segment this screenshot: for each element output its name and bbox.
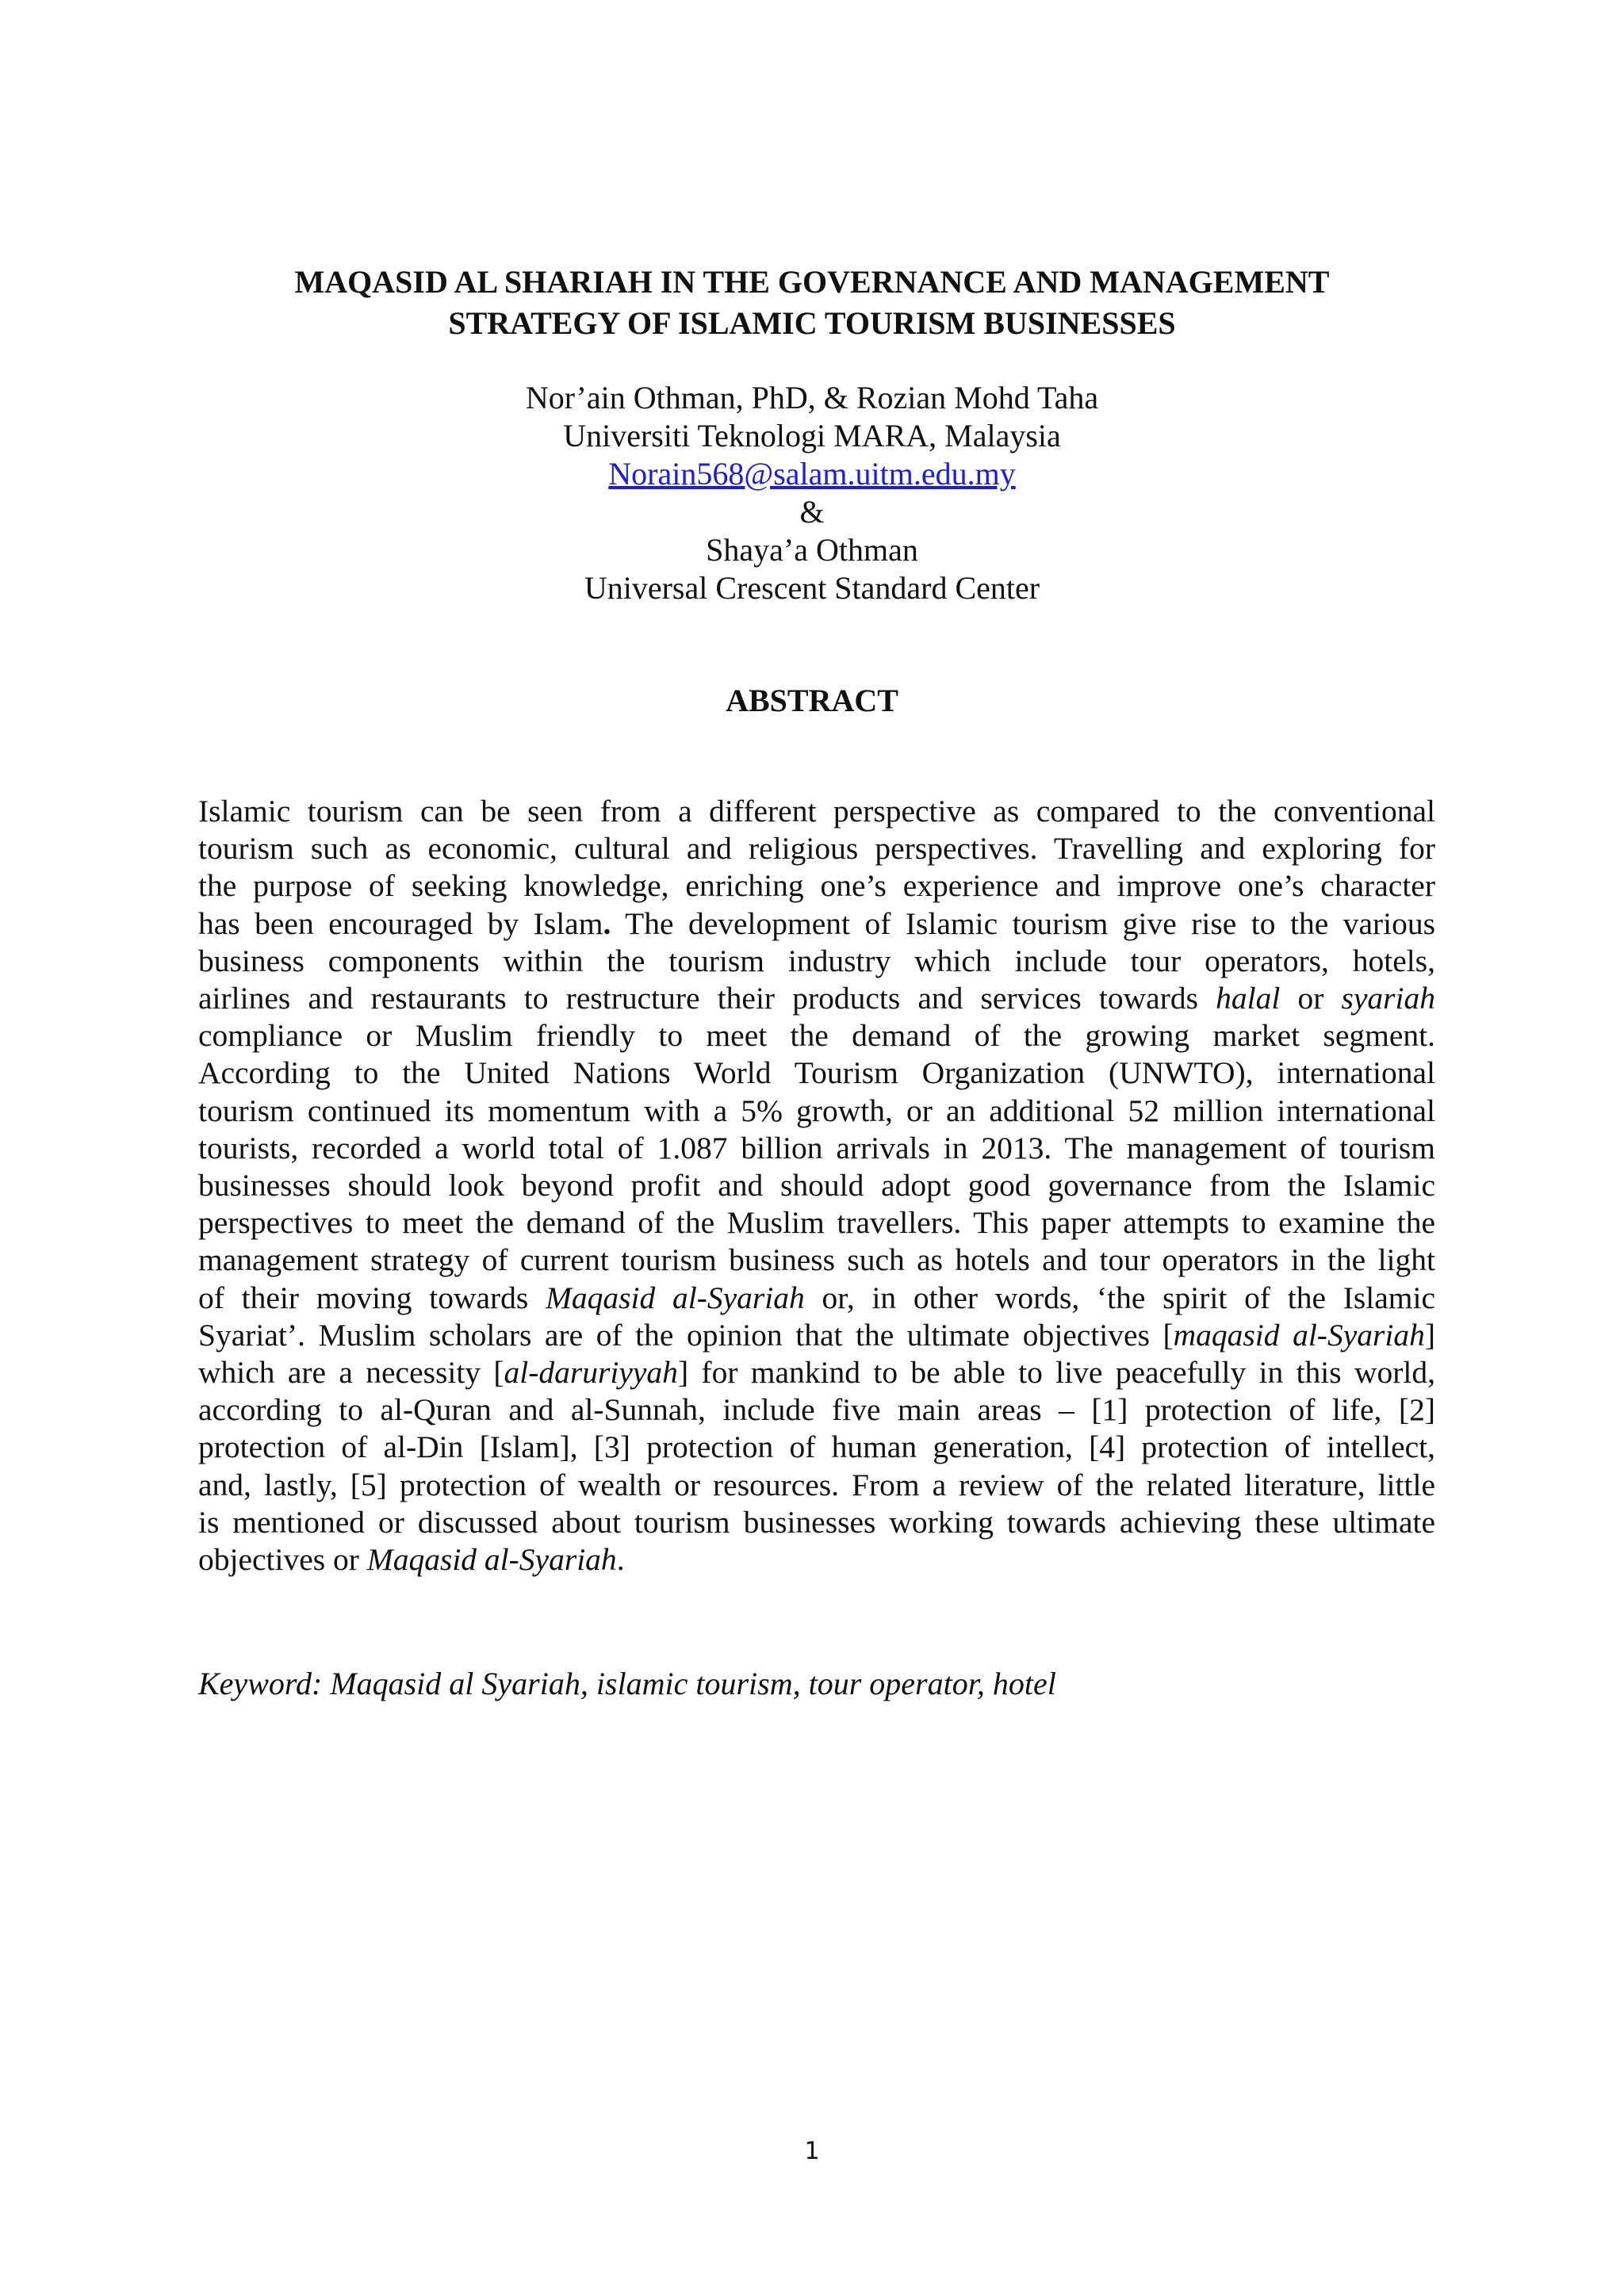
abstract-line xyxy=(198,1354,1435,1391)
abstract-text: objectives or xyxy=(198,1542,367,1578)
abstract-text: . xyxy=(616,1542,625,1578)
abstract-body xyxy=(198,793,1435,1578)
abstract-line: tourism such as economic, cultural and religious perspectives. Travelling and exploring for xyxy=(198,831,1435,867)
author-email-link[interactable]: Norain568@salam.uitm.edu.my xyxy=(608,456,1016,492)
paper-title xyxy=(198,262,1426,344)
abstract-italic-term: Maqasid al-Syariah xyxy=(546,1280,805,1315)
abstract-line: the purpose of seeking knowledge, enriching one’s experience and improve one’s character xyxy=(198,868,1435,904)
abstract-line xyxy=(198,1280,1435,1317)
title-line-1: MAQASID AL SHARIAH IN THE GOVERNANCE AND MANAGEMENT xyxy=(294,264,1330,300)
abstract-line: businesses should look beyond profit and should adopt good governance from the Islamic xyxy=(198,1168,1435,1203)
abstract-text: airlines and restaurants to restructure their products and services towards xyxy=(198,981,1216,1016)
author-names-2: Shaya’a Othman xyxy=(706,532,918,568)
keywords: Keyword: Maqasid al Syariah, islamic tourism, tour operator, hotel xyxy=(198,1666,1056,1701)
abstract-italic-term: halal xyxy=(1216,981,1281,1016)
abstract-line xyxy=(198,1317,1435,1354)
abstract-line: tourism continued its momentum with a 5% growth, or an additional 52 million international xyxy=(198,1093,1435,1128)
abstract-line: According to the United Nations World Tourism Organization (UNWTO), international xyxy=(198,1055,1435,1091)
page-number: 1 xyxy=(804,2137,820,2165)
abstract-line: tourists, recorded a world total of 1.087 billion arrivals in 2013. The management of tourism xyxy=(198,1130,1435,1165)
abstract-line: is mentioned or discussed about tourism businesses working towards achieving these ultimate xyxy=(198,1504,1435,1540)
abstract-line: perspectives to meet the demand of the Muslim travellers. This paper attempts to examine the xyxy=(198,1205,1435,1241)
abstract-text: or, in other words, ‘the spirit of the Islamic xyxy=(804,1280,1435,1315)
abstract-italic-term: al-daruriyyah xyxy=(504,1355,678,1391)
abstract-text: The development of Islamic tourism give rise to the various xyxy=(611,905,1435,941)
abstract-line: Islamic tourism can be seen from a different perspective as compared to the conventional xyxy=(198,794,1435,828)
abstract-line: business components within the tourism industry which include tour operators, hotels, xyxy=(198,943,1435,978)
abstract-text: ] for mankind to be able to live peacefully in this world, xyxy=(677,1355,1435,1391)
abstract-line xyxy=(198,980,1435,1017)
abstract-line xyxy=(198,1541,1435,1578)
author-names-1: Nor’ain Othman, PhD, & Rozian Mohd Taha xyxy=(525,380,1099,415)
abstract-heading: ABSTRACT xyxy=(726,683,898,718)
abstract-bold-period: . xyxy=(603,905,611,941)
abstract-italic-term: maqasid al-Syariah xyxy=(1173,1317,1425,1353)
abstract-text: which are a necessity [ xyxy=(198,1355,504,1391)
abstract-line: according to al-Quran and al-Sunnah, include five main areas – [1] protection of life, [2] xyxy=(198,1392,1435,1428)
author-block xyxy=(198,379,1426,607)
abstract-text: or xyxy=(1280,981,1342,1016)
abstract-text: of their moving towards xyxy=(198,1280,546,1315)
abstract-line: protection of al-Din [Islam], [3] protection of human generation, [4] protection of intellect, xyxy=(198,1429,1435,1465)
abstract-line: management strategy of current tourism business such as hotels and tour operators in the light xyxy=(198,1242,1435,1278)
abstract-italic-term: syariah xyxy=(1341,981,1436,1016)
author-affiliation-2: Universal Crescent Standard Center xyxy=(584,570,1040,606)
abstract-italic-term: Maqasid al-Syariah xyxy=(366,1542,617,1578)
author-affiliation-1: Universiti Teknologi MARA, Malaysia xyxy=(563,418,1061,453)
abstract-line xyxy=(198,905,1435,943)
abstract-text: has been encouraged by Islam xyxy=(198,905,603,941)
abstract-text: ] xyxy=(1424,1317,1435,1353)
author-ampersand: & xyxy=(799,494,825,530)
abstract-line: compliance or Muslim friendly to meet the demand of the growing market segment. xyxy=(198,1018,1435,1054)
abstract-line: and, lastly, [5] protection of wealth or resources. From a review of the related literature, little xyxy=(198,1467,1435,1502)
abstract-text: Syariat’. Muslim scholars are of the opinion that the ultimate objectives [ xyxy=(198,1317,1174,1353)
title-line-2: STRATEGY OF ISLAMIC TOURISM BUSINESSES xyxy=(448,305,1176,341)
